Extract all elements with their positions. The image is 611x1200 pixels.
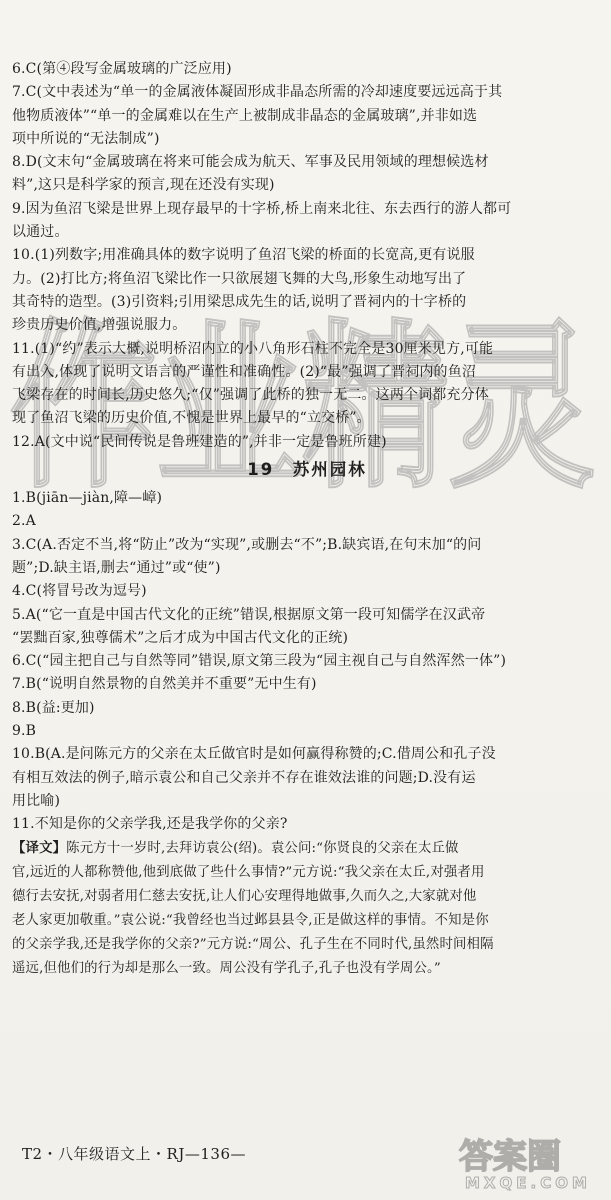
line-text: 官,远近的人都称赞他,他到底做了些什么事情?”元方说:“我父亲在太丘,对强者用 — [12, 864, 485, 880]
answer-line — [12, 627, 602, 650]
answer-line — [12, 384, 602, 407]
answer-line — [12, 174, 602, 197]
answer-line — [12, 557, 602, 580]
answer-line — [12, 151, 602, 174]
answer-line — [12, 105, 602, 128]
answer-line — [12, 268, 602, 291]
answer-line — [12, 361, 602, 384]
line-text: 德行去安抚,对弱者用仁慈去安抚,让人们心安理得地做事,久而久之,大家就对他 — [12, 888, 477, 904]
answer-line — [12, 720, 602, 743]
line-text: 的父亲学我,还是我学你的父亲?”元方说:“周公、孔子生在不同时代,虽然时间相隔 — [12, 936, 494, 952]
line-text: 6.C(第④段写金属玻璃的广泛应用) — [12, 61, 232, 77]
answer-line — [12, 580, 602, 603]
section-heading — [12, 458, 602, 482]
line-text: 珍贵历史价值,增强说服力。 — [12, 317, 187, 334]
line-text: 力。(2)打比方;将鱼沼飞梁比作一只欲展翅飞舞的大鸟,形象生动地写出了 — [12, 270, 467, 287]
line-text: 7.C(文中表述为“单一的金属液体凝固形成非晶态所需的冷却速度要远远高于其 — [12, 84, 503, 101]
line-text: 9.因为鱼沼飞梁是世界上现存最早的十字桥,桥上南来北往、东去西行的游人都可 — [12, 200, 512, 217]
line-text: 陈元方十一岁时,去拜访袁公(绍)。袁公问:“你贤良的父亲在太丘做 — [66, 840, 459, 856]
answer-line — [12, 244, 602, 267]
answer-line — [12, 697, 602, 720]
line-text: 7.B(“说明自然景物的自然美并不重要”无中生有) — [12, 676, 317, 693]
line-text: 8.D(文末句“金属玻璃在将来可能会成为航天、军事及民用领域的理想候选材 — [12, 154, 489, 171]
line-text: “罢黜百家,独尊儒术”之后才成为中国古代文化的正统) — [12, 629, 349, 646]
line-text: 飞梁存在的时间长,历史悠久;“仅”强调了此桥的独一无二。这两个词都充分体 — [12, 387, 489, 404]
answer-line — [12, 604, 602, 627]
line-text: 10.(1)列数字;用准确具体的数字说明了鱼沼飞梁的桥面的长宽高,更有说服 — [12, 247, 475, 264]
answer-line — [12, 909, 602, 933]
logo-text: 答案圈 — [459, 1137, 561, 1177]
line-text: 有相互效法的例子,暗示袁公和自己父亲并不存在谁效法谁的问题;D.没有运 — [12, 769, 476, 786]
answer-line — [12, 198, 602, 221]
answer-line — [12, 338, 602, 361]
line-text: 料”,这只是科学家的预言,现在还没有实现) — [12, 177, 275, 194]
answer-line — [12, 81, 602, 104]
line-text: 11.(1)“约”表示大概,说明桥沼内立的小八角形石柱不完全是30厘米见方,可能 — [12, 340, 494, 357]
answer-line — [12, 221, 602, 244]
page-footer: T2・八年级语文上・RJ—136— — [22, 1145, 246, 1163]
line-text: 3.C(A.否定不当,将“防止”改为“实现”,或删去“不”;B.缺宾语,在句末加“的问 — [12, 536, 482, 553]
answer-line — [12, 861, 602, 885]
line-text: 现了鱼沼飞梁的历史价值,不愧是世界上最早的“立交桥”。 — [12, 410, 371, 427]
answer-line — [12, 885, 602, 909]
answer-line — [12, 933, 602, 957]
answer-line — [12, 790, 602, 813]
answer-line — [12, 407, 602, 430]
line-text: 有出入,体现了说明文语言的严谨性和准确性。(2)“最”强调了晋祠内的鱼沼 — [12, 363, 476, 380]
line-text: 11.不知是你的父亲学我,还是我学你的父亲? — [12, 816, 288, 833]
line-text: 19 苏州园林 — [247, 460, 367, 480]
answer-line — [12, 510, 602, 533]
line-text: 8.B(益:更加) — [12, 699, 95, 716]
watermark-text: 作业精灵 — [10, 304, 595, 513]
line-text: 6.C(“园主把自己与自然等同”错误,原文第三段为“园主视自己与自然浑然一体”) — [12, 653, 507, 670]
answer-line — [12, 767, 602, 790]
answer-line — [12, 650, 602, 673]
answer-text-body — [12, 58, 602, 981]
line-text: 1.B(jiān—jiàn,障—嶂) — [12, 490, 163, 507]
line-text: 项中所说的“无法制成”) — [12, 130, 160, 147]
answer-line — [12, 128, 602, 151]
line-text: 以通过。 — [12, 224, 69, 241]
line-text: 遥远,但他们的行为却是那么一致。周公没有学孔子,孔子也没有学周公。” — [12, 960, 441, 976]
line-text: 9.B — [12, 723, 37, 740]
answer-line — [12, 743, 602, 766]
line-text: 4.C(将冒号改为逗号) — [12, 583, 147, 600]
answer-line — [12, 58, 602, 81]
translation-label: 【译文】 — [12, 840, 67, 856]
line-text: 12.A(文中说“民间传说是鲁班建造的”,并非一定是鲁班所建) — [12, 433, 387, 450]
line-text: 2.A — [12, 513, 36, 530]
answer-line — [12, 314, 602, 337]
answer-line — [12, 431, 602, 454]
answer-line — [12, 534, 602, 557]
answer-line — [12, 291, 602, 314]
answer-line — [12, 837, 602, 861]
line-text: 10.B(A.是问陈元方的父亲在太丘做官时是如何赢得称赞的;C.借周公和孔子没 — [12, 746, 496, 763]
answer-line — [12, 487, 602, 510]
answer-line — [12, 673, 602, 696]
site-logo — [455, 1130, 605, 1192]
line-text: 用比喻) — [12, 792, 61, 809]
answer-line — [12, 957, 602, 981]
line-text: 老人家更加敬重。”袁公说:“我曾经也当过邺县县令,正是做这样的事情。不知是你 — [12, 912, 489, 928]
line-text: 他物质液体”“单一的金属难以在生产上被制成非晶态的金属玻璃”,并非如选 — [12, 107, 478, 124]
line-text: 题”;D.缺主语,删去“通过”或“使”) — [12, 559, 221, 576]
line-text: 其奇特的造型。(3)引资料;引用梁思成先生的话,说明了晋祠内的十字桥的 — [12, 293, 467, 310]
logo-subtext: MXQE.COM — [465, 1174, 591, 1192]
answer-line — [12, 813, 602, 836]
line-text: 5.A(“它一直是中国古代文化的正统”错误,根据原文第一段可知儒学在汉武帝 — [12, 606, 486, 623]
